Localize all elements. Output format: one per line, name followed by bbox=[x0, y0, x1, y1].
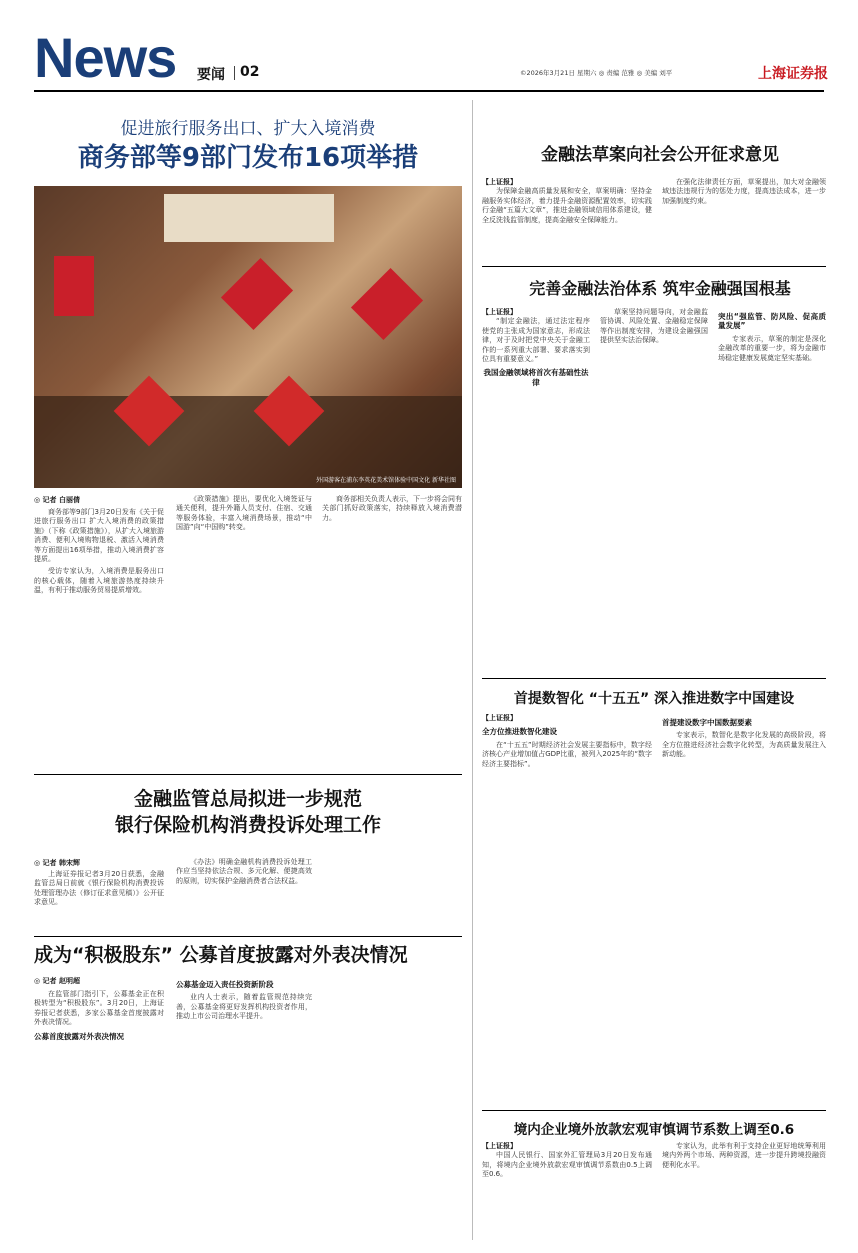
fund-para-1: 在监管部门指引下，公募基金正在积极转型为“积极股东”。3月20日，上海证券报记者获悉，多家公募基金首度披露对外表决情况。 bbox=[34, 990, 164, 1027]
lead-title: 商务部等9部门发布16项举措 bbox=[77, 143, 419, 173]
paper-logo: 上海证券报 bbox=[758, 66, 828, 82]
lead-para-3: 《政策措施》提出，要优化入境签证与通关便利，提升外籍人员支付、住宿、交通等服务体验，丰富入境消费场景，推动“中国游”向“中国购”转变。 bbox=[176, 495, 312, 532]
photo-caption: 外国游客在浦东李英花美术馆体验中国文化 新华社图 bbox=[316, 477, 456, 484]
finance-law-para-1: 为保障金融高质量发展和安全，草案明确：坚持金融服务实体经济，着力提升金融资源配置效率，切实践行金融“五篇大文章”，推进金融领域信用体系建设，健全反洗钱监管制度，提高金融安全保障能力。 bbox=[482, 187, 652, 224]
fund-para-2: 业内人士表示，随着监管规范持续完善，公募基金将更好发挥机构投资者作用，推动上市公司治理水平提升。 bbox=[176, 993, 312, 1021]
rule-of-law-para-1: “制定金融法，通过法定程序使党的主张成为国家意志，形成法律，对于及时把党中央关于金融工作的一系列重大部署、要求落实到位具有重要意义。” bbox=[482, 317, 590, 364]
digital-china-para-1: 在“十五五”时期经济社会发展主要指标中，数字经济核心产业增加值占GDP比重，被列入2025年的“数字经济主要指标”。 bbox=[482, 740, 652, 768]
overseas-loan-dateline: 【上证报】 bbox=[482, 1142, 517, 1150]
regulator-body-col2 bbox=[176, 858, 312, 932]
rule-of-law-col3 bbox=[718, 308, 826, 672]
fund-title: 成为“积极股东” 公募首度披露对外表决情况 bbox=[34, 944, 408, 966]
red-paper-1 bbox=[54, 256, 94, 316]
red-paper-2 bbox=[221, 258, 293, 330]
fund-body-col2 bbox=[176, 976, 312, 1240]
finance-law-dateline: 【上证报】 bbox=[482, 178, 517, 186]
lead-byline: ◎ 记者 白丽倩 bbox=[34, 496, 80, 504]
rule-of-law-title: 完善金融法治体系 筑牢金融强国根基 bbox=[529, 279, 791, 298]
lead-body-col1 bbox=[34, 508, 164, 766]
regulator-para-2: 《办法》明确金融机构消费投诉处理工作应当坚持依法合规、多元化解、便捷高效的原则，切实保护金融消费者合法权益。 bbox=[176, 858, 312, 885]
fund-body-col1 bbox=[34, 990, 164, 1240]
overseas-loan-col1 bbox=[482, 1142, 652, 1238]
rule-of-law-subhead-2: 突出“强监管、防风险、促高质量发展” bbox=[718, 312, 826, 331]
lead-photo bbox=[34, 186, 462, 488]
rule-of-law-col2 bbox=[600, 308, 708, 672]
digital-china-rule bbox=[482, 1110, 826, 1111]
news-logo: News bbox=[34, 26, 177, 89]
rule-of-law-subhead-1: 我国金融领域将首次有基础性法律 bbox=[483, 368, 589, 387]
finance-law-col1 bbox=[482, 178, 652, 262]
digital-china-subhead-2: 首提建设数字中国数据要素 bbox=[662, 718, 752, 727]
rule-of-law-col1 bbox=[482, 308, 590, 672]
page-number: 02 bbox=[240, 64, 260, 80]
finance-law-para-2: 在强化法律责任方面，草案提出，加大对金融领域违法违规行为的惩处力度，提高违法成本，进一步加强制度约束。 bbox=[662, 178, 826, 205]
lead-bottom-rule bbox=[34, 774, 462, 775]
regulator-headline-box bbox=[34, 786, 462, 842]
section-label: 要闻 bbox=[197, 67, 225, 83]
photo-illustration bbox=[34, 186, 462, 488]
digital-china-title: 首提数智化 “十五五” 深入推进数字中国建设 bbox=[513, 691, 795, 707]
digital-china-col2 bbox=[662, 714, 826, 1104]
lead-kicker: 促进旅行服务出口、扩大入境消费 bbox=[120, 119, 376, 139]
page-vertical-divider bbox=[472, 100, 473, 1240]
overseas-loan-title: 境内企业境外放款宏观审慎调节系数上调至0.6 bbox=[513, 1122, 795, 1138]
masthead-rule bbox=[34, 90, 824, 92]
fund-subhead-2: 公募基金迈入责任投资新阶段 bbox=[176, 980, 274, 989]
rule-of-law-para-2: 草案坚持问题导向，对金融监管协调、风险处置、金融稳定保障等作出制度安排，为建设金融强国提供坚实法治保障。 bbox=[600, 308, 708, 345]
regulator-kicker: 金融监管总局拟进一步规范 bbox=[133, 788, 362, 810]
red-paper-3 bbox=[351, 268, 423, 340]
masthead bbox=[0, 0, 858, 100]
fund-body-col3 bbox=[322, 976, 462, 1240]
lead-para-4: 商务部相关负责人表示，下一步将会同有关部门抓好政策落实，持续释放入境消费潜力。 bbox=[322, 495, 462, 522]
digital-china-col1 bbox=[482, 714, 652, 1104]
finance-law-col2 bbox=[662, 178, 826, 262]
overseas-loan-para-2: 专家认为，此举有利于支持企业更好地统筹利用境内外两个市场、两种资源，进一步提升跨境投融资便利化水平。 bbox=[662, 1142, 826, 1169]
masthead-divider bbox=[234, 66, 235, 80]
finance-law-rule bbox=[482, 266, 826, 267]
digital-china-para-2: 专家表示，数智化是数字化发展的高级阶段，将全方位推进经济社会数字化转型，为高质量发展注入新动能。 bbox=[662, 731, 826, 759]
rule-of-law-dateline: 【上证报】 bbox=[482, 308, 517, 316]
regulator-body-col3 bbox=[322, 858, 462, 932]
fund-subhead-1: 公募首度披露对外表决情况 bbox=[34, 1031, 124, 1041]
overseas-loan-col2 bbox=[662, 1142, 826, 1238]
digital-china-subhead-1: 全方位推进数智化建设 bbox=[482, 727, 557, 737]
lead-headline-box bbox=[34, 118, 462, 180]
masthead-info: ©2026年3月21日 星期六 ◎ 责编 范雅 ◎ 美编 刘平 bbox=[520, 69, 673, 77]
lead-body-col2 bbox=[176, 495, 312, 766]
regulator-title: 银行保险机构消费投诉处理工作 bbox=[114, 814, 381, 836]
lead-body-col3 bbox=[322, 495, 462, 766]
overseas-loan-para-1: 中国人民银行、国家外汇管理局3月20日发布通知，将境内企业境外放款宏观审慎调节系数由0.5上调至0.6。 bbox=[482, 1151, 652, 1179]
rule-of-law-rule bbox=[482, 678, 826, 679]
finance-law-title: 金融法草案向社会公开征求意见 bbox=[541, 145, 779, 165]
digital-china-dateline: 【上证报】 bbox=[482, 714, 517, 722]
regulator-body-col1 bbox=[34, 870, 164, 932]
rule-of-law-para-3: 专家表示，草案的制定是深化金融改革的重要一步，将为金融市场稳定健康发展奠定坚实基础。 bbox=[718, 334, 826, 362]
fund-byline: ◎ 记者 赵明超 bbox=[34, 977, 80, 985]
regulator-bottom-rule bbox=[34, 936, 462, 937]
regulator-para-1: 上海证券报记者3月20日获悉，金融监管总局日前就《银行保险机构消费投诉处理管理办法（修订征求意见稿）》公开征求意见。 bbox=[34, 870, 164, 907]
lead-para-1: 商务部等9部门3月20日发布《关于促进旅行服务出口 扩大入境消费的政策措施》（下称《政策措施》），从扩大入境旅游消费、便利入境购物退税、激活入境消费等方面提出16项举措，推动入境消费扩容提质。 bbox=[34, 508, 164, 564]
lead-para-2: 受访专家认为，入境消费是服务出口的核心载体，随着入境旅游热度持续升温，有利于推动服务贸易提质增效。 bbox=[34, 567, 164, 595]
regulator-byline: ◎ 记者 韩宋辉 bbox=[34, 859, 80, 867]
calligraphy-banner bbox=[164, 194, 334, 242]
